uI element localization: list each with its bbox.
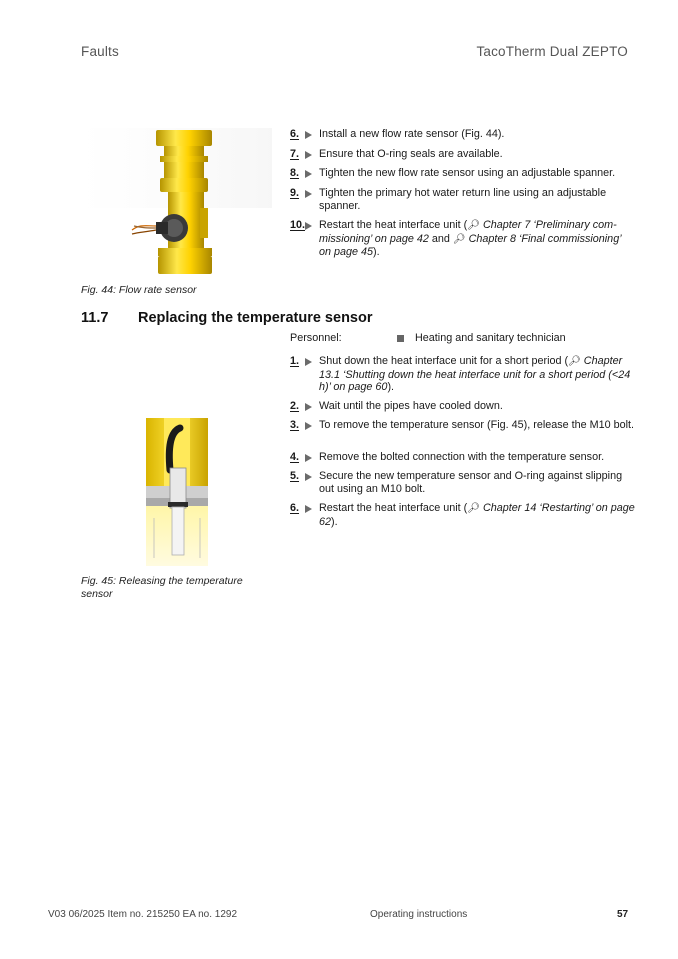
cross-reference-icon: 🔎︎ <box>452 233 466 245</box>
cross-reference-link[interactable]: Chapter 8 ‘Final commissioning’ on page 45 <box>319 232 621 259</box>
step-number: 10. <box>290 219 306 231</box>
cross-reference-icon: 🔎︎ <box>467 220 480 231</box>
page-number: 57 <box>617 909 629 920</box>
arrow-icon <box>305 131 312 139</box>
arrow-icon <box>305 454 312 462</box>
footer-version: V03 06/2025 Item no. 215250 EA no. 1292 <box>48 909 238 920</box>
figure-45-caption: Fig. 45: Releasing the temperature sensor <box>81 575 243 600</box>
step-number: 5. <box>290 470 300 482</box>
cross-reference-link[interactable]: Chapter 13.1 ‘Shutting down the heat interface unit for a short period (<24 h)’ on page 60 <box>319 355 631 394</box>
cross-reference-icon: 🔎︎ <box>568 356 581 367</box>
step-number: 6. <box>290 128 300 140</box>
step-text-post: ). <box>331 515 338 528</box>
step-number: 3. <box>290 419 300 431</box>
header-chapter: Faults <box>81 44 119 59</box>
step-text-pre: Restart the heat interface unit ( <box>319 219 468 231</box>
step-text-pre: Restart the heat interface unit ( <box>319 502 468 514</box>
step-number: 6. <box>290 502 300 514</box>
step-6-top <box>290 128 635 141</box>
step-text-post: ). <box>387 381 395 394</box>
arrow-icon <box>305 358 312 366</box>
figure-44-caption: Fig. 44: Flow rate sensor <box>81 284 197 296</box>
step-number: 2. <box>290 400 300 412</box>
step-number: 9. <box>290 187 300 199</box>
flow-rate-sensor-image <box>80 128 272 278</box>
step-text: To remove the temperature sensor (Fig. 45), release the M10 bolt. <box>319 419 635 431</box>
arrow-icon <box>305 151 312 159</box>
step-2-bottom <box>290 400 635 413</box>
step-text: Ensure that O-ring seals are available. <box>319 148 503 160</box>
step-1-bottom <box>290 355 635 394</box>
header-product: TacoTherm Dual ZEPTO <box>476 44 628 59</box>
step-number: 8. <box>290 167 300 179</box>
step-text-pre: Shut down the heat interface unit for a short period ( <box>319 355 569 367</box>
step-text: Remove the bolted connection with the temperature sensor. <box>319 451 605 463</box>
step-text <box>319 355 635 394</box>
personnel-value: Heating and sanitary technician <box>415 332 566 344</box>
step-6-bottom <box>290 502 635 528</box>
step-7-top <box>290 148 635 161</box>
cross-reference-icon: 🔎︎ <box>467 503 480 514</box>
arrow-icon <box>305 505 312 513</box>
arrow-icon <box>305 222 312 230</box>
cross-reference-link[interactable]: Chapter 7 ‘Preliminary com-missioning’ on page 42 <box>319 219 617 245</box>
arrow-icon <box>305 190 312 198</box>
footer-doc-type: Operating instructions <box>370 909 468 920</box>
section-heading <box>81 310 373 326</box>
step-number: 1. <box>290 355 300 367</box>
step-text-post: ). <box>373 246 380 259</box>
step-5-bottom <box>290 470 635 495</box>
step-text: Install a new flow rate sensor (Fig. 44). <box>319 128 505 140</box>
step-9-top <box>290 187 635 212</box>
arrow-icon <box>305 170 312 178</box>
section-number: 11.7 <box>81 310 109 326</box>
step-8-top <box>290 167 635 180</box>
personnel-label: Personnel: <box>290 332 342 344</box>
step-4-bottom <box>290 451 635 464</box>
step-text: Secure the new temperature sensor and O-ring against slipping out using an M10 bolt. <box>319 470 623 495</box>
step-10-top <box>290 219 635 259</box>
step-text <box>319 219 635 259</box>
section-title: Replacing the temperature sensor <box>138 310 373 326</box>
cross-reference-link[interactable]: Chapter 14 ‘Restarting’ on page 62 <box>319 502 635 528</box>
temperature-sensor-image <box>146 418 208 566</box>
step-3-bottom <box>290 419 635 432</box>
step-number: 7. <box>290 148 300 160</box>
arrow-icon <box>305 473 312 481</box>
step-text: Tighten the primary hot water return line using an adjustable spanner. <box>319 187 607 212</box>
step-text <box>319 502 635 528</box>
step-text: Wait until the pipes have cooled down. <box>319 400 503 412</box>
step-text-mid: and <box>428 232 453 245</box>
square-bullet-icon <box>397 335 404 342</box>
step-text: Tighten the new flow rate sensor using an adjustable spanner. <box>319 167 616 179</box>
step-number: 4. <box>290 451 300 463</box>
arrow-icon <box>305 422 312 430</box>
arrow-icon <box>305 403 312 411</box>
